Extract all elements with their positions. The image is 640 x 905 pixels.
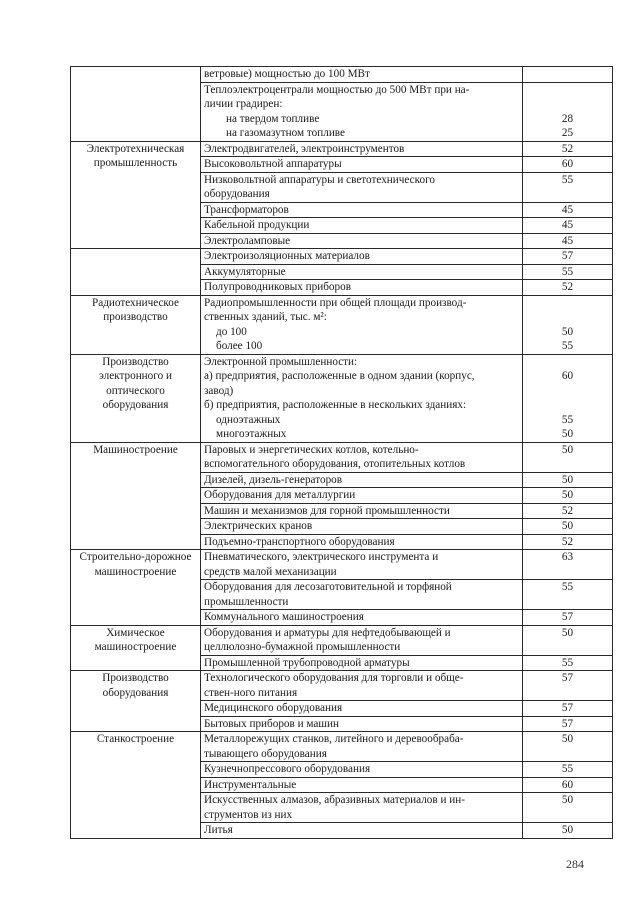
product-cell xyxy=(201,519,523,535)
value-line xyxy=(526,187,609,202)
value-line xyxy=(526,595,609,610)
product-line: Полупроводниковых приборов xyxy=(204,281,351,293)
value-cell xyxy=(523,777,613,793)
value-line xyxy=(526,296,609,311)
value-cell xyxy=(523,233,613,249)
value-line: 63 xyxy=(561,551,574,563)
value-line: 52 xyxy=(561,504,574,517)
value-line: 55 xyxy=(561,763,574,775)
product-cell xyxy=(201,82,523,141)
value-cell xyxy=(523,503,613,519)
product-cell xyxy=(201,233,523,249)
value-cell xyxy=(523,354,613,442)
product-cell xyxy=(201,295,523,354)
value-line: 57 xyxy=(561,717,574,730)
value-cell xyxy=(523,519,613,535)
product-cell xyxy=(201,777,523,793)
product-line: одноэтажных xyxy=(216,413,281,426)
value-cell xyxy=(523,625,613,655)
industry-cell: Электротехническая промышленность xyxy=(71,141,201,249)
product-line: на твердом топливе xyxy=(226,112,320,125)
product-line: Инструментальные xyxy=(204,778,297,791)
table-row xyxy=(71,625,613,655)
value-cell xyxy=(523,442,613,472)
value-cell xyxy=(523,732,613,762)
product-line: Низковольтной аппаратуры и светотехнического xyxy=(204,173,435,186)
value-cell xyxy=(523,157,613,173)
product-line: Промышленной трубопроводной арматуры xyxy=(204,656,410,669)
value-line: 55 xyxy=(561,413,574,426)
value-cell xyxy=(523,280,613,296)
product-line: целлюлозно-бумажной промышленности xyxy=(204,641,401,653)
value-line: 50 xyxy=(561,794,574,806)
value-line: 57 xyxy=(561,672,574,684)
product-line: промышленности xyxy=(204,595,289,608)
industry-cell: Станкостроение xyxy=(71,732,201,839)
table-row xyxy=(71,295,613,354)
product-line: Металлорежущих станков, литейного и деревообраба- xyxy=(204,733,464,745)
product-line: личии градирен: xyxy=(204,98,283,110)
product-cell xyxy=(201,172,523,202)
table-row xyxy=(71,354,613,442)
product-cell xyxy=(201,793,523,823)
value-line xyxy=(526,310,609,325)
value-line: 52 xyxy=(561,281,574,293)
value-line: 55 xyxy=(561,656,574,669)
product-line: средств малой механизации xyxy=(204,565,337,578)
value-line xyxy=(526,686,609,701)
product-line: оборудования xyxy=(204,188,270,200)
value-line: 55 xyxy=(561,340,574,352)
value-line: 45 xyxy=(561,234,574,247)
product-cell xyxy=(201,354,523,442)
product-line: Оборудования для металлургии xyxy=(204,489,356,501)
table-row xyxy=(71,141,613,157)
product-line: Высоковольтной аппаратуры xyxy=(204,158,342,170)
value-line: 28 xyxy=(561,112,574,125)
product-line: Электроизоляционных материалов xyxy=(204,250,370,262)
product-line: Искусственных алмазов, абразивных материалов и ин- xyxy=(204,794,465,806)
value-line: 45 xyxy=(561,203,574,216)
product-line: ветровые) мощностью до 100 МВт xyxy=(204,68,370,80)
product-cell xyxy=(201,550,523,580)
product-line: Медицинского оборудования xyxy=(204,702,343,714)
product-line: Кабельной продукции xyxy=(204,219,310,231)
product-line: Аккумуляторные xyxy=(204,265,286,278)
value-line: 52 xyxy=(561,535,574,548)
value-cell xyxy=(523,295,613,354)
value-line xyxy=(526,67,609,82)
value-line: 55 xyxy=(561,173,574,186)
product-line: ствен-ного питания xyxy=(204,686,298,699)
value-line: 50 xyxy=(561,733,574,745)
product-cell xyxy=(201,442,523,472)
product-line: Оборудования и арматуры для нефтедобывающей и xyxy=(204,626,451,639)
value-line: 50 xyxy=(561,473,574,486)
product-cell xyxy=(201,610,523,626)
value-cell xyxy=(523,82,613,141)
product-cell xyxy=(201,472,523,488)
value-line xyxy=(526,83,609,98)
value-line: 57 xyxy=(561,611,574,623)
value-line: 45 xyxy=(561,219,574,231)
value-cell xyxy=(523,488,613,504)
industry-cell: Радиотехническое производство xyxy=(71,295,201,354)
product-cell xyxy=(201,202,523,218)
value-line: 57 xyxy=(561,702,574,714)
table-row xyxy=(71,442,613,472)
table-row xyxy=(71,671,613,701)
value-cell xyxy=(523,580,613,610)
value-line xyxy=(526,384,609,399)
product-cell xyxy=(201,580,523,610)
industry-cell xyxy=(71,249,201,296)
table-body xyxy=(71,67,613,839)
product-line: Теплоэлектроцентрали мощностью до 500 МВт при на- xyxy=(204,83,470,96)
product-cell xyxy=(201,157,523,173)
product-line: Электроламповые xyxy=(204,234,291,247)
product-line: Радиопромышленности при общей площади производ- xyxy=(204,296,467,309)
value-line xyxy=(526,457,609,472)
product-cell xyxy=(201,534,523,550)
product-line: завод) xyxy=(204,384,234,397)
product-line: Коммунального машиностроения xyxy=(204,611,364,623)
table-row xyxy=(71,249,613,265)
product-cell xyxy=(201,264,523,280)
value-cell xyxy=(523,534,613,550)
product-cell xyxy=(201,503,523,519)
value-cell xyxy=(523,716,613,732)
product-line: до 100 xyxy=(216,325,247,338)
product-line: многоэтажных xyxy=(216,428,287,440)
value-line xyxy=(526,808,609,823)
value-line: 60 xyxy=(561,158,574,170)
product-line: Бытовых приборов и машин xyxy=(204,717,339,730)
product-line: Пневматического, электрического инструмента и xyxy=(204,551,439,563)
value-line: 60 xyxy=(561,778,574,791)
value-line: 50 xyxy=(561,443,574,456)
product-line: тывающего оборудования xyxy=(204,747,327,760)
value-line: 50 xyxy=(561,520,574,532)
product-line: Электронной промышленности: xyxy=(204,355,358,368)
product-line: Электродвигателей, электроинструментов xyxy=(204,142,405,155)
product-cell xyxy=(201,655,523,671)
product-cell xyxy=(201,218,523,234)
value-cell xyxy=(523,264,613,280)
value-cell xyxy=(523,793,613,823)
value-cell xyxy=(523,202,613,218)
table-row xyxy=(71,550,613,580)
value-line: 52 xyxy=(561,142,574,155)
product-line: Паровых и энергетических котлов, котельно- xyxy=(204,443,419,456)
industry-cell: Строительно-дорожное машиностроение xyxy=(71,550,201,626)
product-line: Электрических кранов xyxy=(204,520,313,532)
value-cell xyxy=(523,472,613,488)
value-line xyxy=(526,640,609,655)
value-line: 50 xyxy=(561,626,574,639)
industry-cell: Производство электронного и оптического оборудования xyxy=(71,354,201,442)
value-line: 50 xyxy=(561,489,574,501)
value-cell xyxy=(523,823,613,839)
product-line: Литья xyxy=(204,824,233,836)
product-line: Дизелей, дизель-генераторов xyxy=(204,473,343,486)
product-cell xyxy=(201,488,523,504)
value-line: 50 xyxy=(561,428,574,440)
value-line xyxy=(526,355,609,370)
table-row xyxy=(71,732,613,762)
value-cell xyxy=(523,701,613,717)
value-cell xyxy=(523,218,613,234)
value-line: 50 xyxy=(561,325,574,338)
product-cell xyxy=(201,67,523,83)
page-number: 284 xyxy=(566,857,584,871)
value-cell xyxy=(523,67,613,83)
value-line xyxy=(526,747,609,762)
value-line xyxy=(526,97,609,112)
table-row xyxy=(71,67,613,83)
value-line: 60 xyxy=(561,370,574,382)
product-cell xyxy=(201,625,523,655)
value-line: 25 xyxy=(561,127,574,139)
product-cell xyxy=(201,249,523,265)
product-cell xyxy=(201,732,523,762)
product-line: б) предприятия, расположенные в нескольких зданиях: xyxy=(204,399,467,411)
industry-cell: Производство оборудования xyxy=(71,671,201,732)
value-line: 55 xyxy=(561,581,574,593)
value-line: 57 xyxy=(561,250,574,262)
value-cell xyxy=(523,671,613,701)
product-line: Кузнечнопрессового оборудования xyxy=(204,763,371,775)
product-line: Технологического оборудования для торговли и обще- xyxy=(204,672,464,684)
product-line: струментов из них xyxy=(204,808,293,821)
product-line: более 100 xyxy=(216,340,263,352)
value-line: 55 xyxy=(561,265,574,278)
product-cell xyxy=(201,716,523,732)
value-line: 50 xyxy=(561,824,574,836)
value-cell xyxy=(523,249,613,265)
product-cell xyxy=(201,701,523,717)
industry-cell: Машиностроение xyxy=(71,442,201,550)
product-line: Подъемно-транспортного оборудования xyxy=(204,535,395,548)
value-cell xyxy=(523,610,613,626)
product-line: а) предприятия, расположенные в одном здании (корпус, xyxy=(204,370,475,382)
product-line: Трансформаторов xyxy=(204,203,289,216)
value-line xyxy=(526,398,609,413)
value-cell xyxy=(523,550,613,580)
industry-cell xyxy=(71,67,201,142)
value-cell xyxy=(523,655,613,671)
product-cell xyxy=(201,671,523,701)
product-cell xyxy=(201,141,523,157)
product-cell xyxy=(201,823,523,839)
value-cell xyxy=(523,141,613,157)
product-cell xyxy=(201,762,523,778)
product-line: вспомогательного оборудования, отопительных котлов xyxy=(204,458,466,470)
product-line: ственных зданий, тыс. м²: xyxy=(204,311,327,323)
value-cell xyxy=(523,762,613,778)
industry-cell: Химическое машиностроение xyxy=(71,625,201,671)
product-line: на газомазутном топливе xyxy=(226,127,345,139)
value-cell xyxy=(523,172,613,202)
product-cell xyxy=(201,280,523,296)
value-line xyxy=(526,565,609,580)
product-line: Оборудования для лесозаготовительной и торфяной xyxy=(204,581,452,593)
industry-noise-table xyxy=(70,66,613,839)
product-line: Машин и механизмов для горной промышленности xyxy=(204,504,450,517)
